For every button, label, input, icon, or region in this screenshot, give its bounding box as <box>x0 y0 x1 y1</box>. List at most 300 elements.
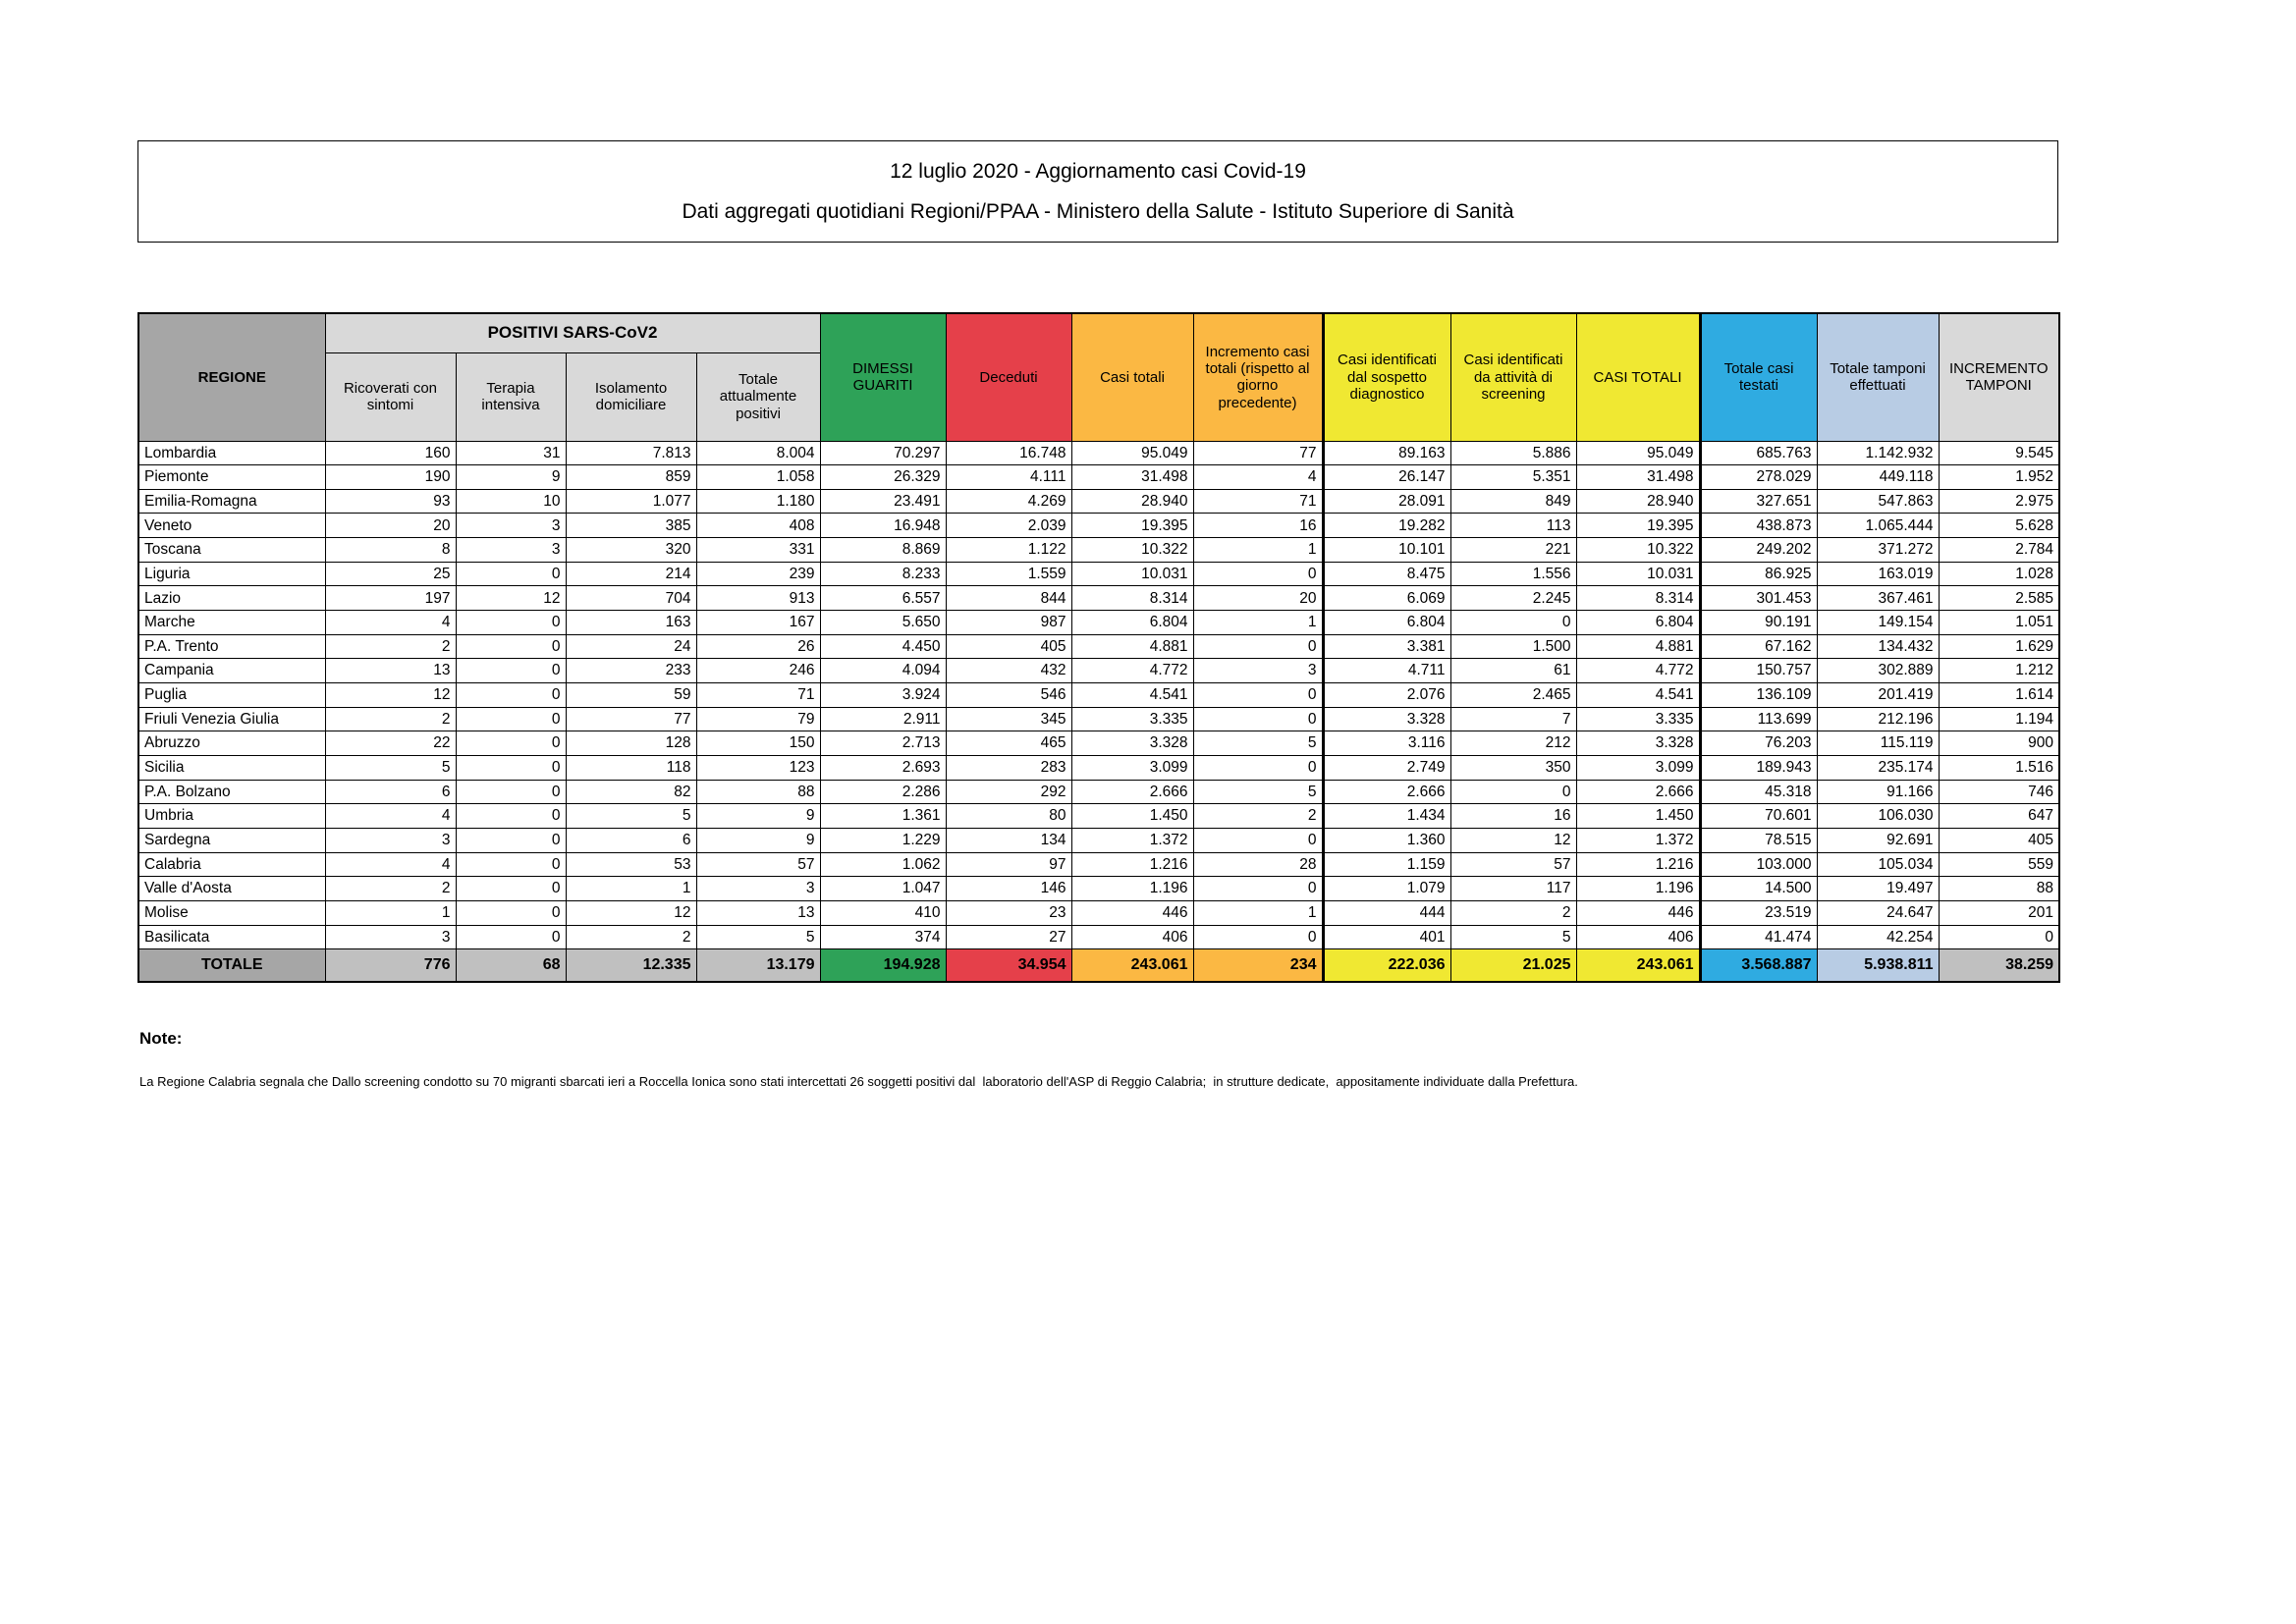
region-name: Emilia-Romagna <box>138 489 325 514</box>
covid-table-container <box>137 312 2060 983</box>
value-cell: 1.047 <box>820 877 946 901</box>
column-header-casi-screening: Casi identificati da attività di screening <box>1450 313 1576 441</box>
value-cell: 1.142.932 <box>1817 441 1939 465</box>
value-cell: 163.019 <box>1817 562 1939 586</box>
value-cell: 1 <box>1193 900 1323 925</box>
value-cell: 22 <box>325 731 456 756</box>
value-cell: 5 <box>696 925 820 949</box>
value-cell: 1.062 <box>820 852 946 877</box>
value-cell: 1.216 <box>1576 852 1700 877</box>
value-cell: 449.118 <box>1817 465 1939 490</box>
value-cell: 1.629 <box>1939 634 2059 659</box>
value-cell: 1.077 <box>566 489 696 514</box>
value-cell: 0 <box>1193 925 1323 949</box>
value-cell: 746 <box>1939 780 2059 804</box>
value-cell: 2.666 <box>1576 780 1700 804</box>
value-cell: 86.925 <box>1700 562 1817 586</box>
value-cell: 374 <box>820 925 946 949</box>
notes-section <box>139 1029 2153 1089</box>
value-cell: 1.556 <box>1450 562 1576 586</box>
value-cell: 212 <box>1450 731 1576 756</box>
value-cell: 24 <box>566 634 696 659</box>
value-cell: 0 <box>456 731 566 756</box>
value-cell: 115.119 <box>1817 731 1939 756</box>
covid-table <box>137 312 2060 983</box>
value-cell: 5.938.811 <box>1817 949 1939 982</box>
value-cell: 77 <box>566 707 696 731</box>
value-cell: 1.434 <box>1323 804 1450 829</box>
region-name: Lazio <box>138 586 325 611</box>
column-header-casi-sospetto: Casi identificati dal sospetto diagnostico <box>1323 313 1450 441</box>
value-cell: 16.748 <box>946 441 1071 465</box>
value-cell: 19.395 <box>1071 514 1193 538</box>
value-cell: 385 <box>566 514 696 538</box>
column-header-tamponi: Totale tamponi effettuati <box>1817 313 1939 441</box>
column-header-regione: REGIONE <box>138 313 325 441</box>
value-cell: 2.911 <box>820 707 946 731</box>
value-cell: 16 <box>1193 514 1323 538</box>
table-row <box>138 465 2059 490</box>
value-cell: 79 <box>696 707 820 731</box>
value-cell: 3.328 <box>1323 707 1450 731</box>
value-cell: 4 <box>325 804 456 829</box>
value-cell: 12 <box>566 900 696 925</box>
region-name: Molise <box>138 900 325 925</box>
region-name: Piemonte <box>138 465 325 490</box>
value-cell: 2.666 <box>1071 780 1193 804</box>
value-cell: 1.028 <box>1939 562 2059 586</box>
value-cell: 2 <box>1450 900 1576 925</box>
table-body <box>138 441 2059 982</box>
value-cell: 292 <box>946 780 1071 804</box>
value-cell: 1.122 <box>946 538 1071 563</box>
value-cell: 10.322 <box>1576 538 1700 563</box>
table-row <box>138 538 2059 563</box>
value-cell: 1.372 <box>1071 829 1193 853</box>
value-cell: 1.159 <box>1323 852 1450 877</box>
value-cell: 201.419 <box>1817 683 1939 708</box>
value-cell: 5 <box>1193 731 1323 756</box>
value-cell: 136.109 <box>1700 683 1817 708</box>
value-cell: 327.651 <box>1700 489 1817 514</box>
value-cell: 24.647 <box>1817 900 1939 925</box>
value-cell: 19.282 <box>1323 514 1450 538</box>
value-cell: 446 <box>1071 900 1193 925</box>
value-cell: 408 <box>696 514 820 538</box>
value-cell: 201 <box>1939 900 2059 925</box>
value-cell: 331 <box>696 538 820 563</box>
value-cell: 42.254 <box>1817 925 1939 949</box>
value-cell: 105.034 <box>1817 852 1939 877</box>
report-header-box <box>137 140 2058 243</box>
value-cell: 2.585 <box>1939 586 2059 611</box>
table-total-row <box>138 949 2059 982</box>
value-cell: 5.650 <box>820 611 946 635</box>
value-cell: 189.943 <box>1700 756 1817 781</box>
value-cell: 0 <box>456 877 566 901</box>
value-cell: 301.453 <box>1700 586 1817 611</box>
value-cell: 7 <box>1450 707 1576 731</box>
value-cell: 26.147 <box>1323 465 1450 490</box>
value-cell: 401 <box>1323 925 1450 949</box>
value-cell: 1.196 <box>1576 877 1700 901</box>
value-cell: 20 <box>1193 586 1323 611</box>
value-cell: 95.049 <box>1576 441 1700 465</box>
value-cell: 25 <box>325 562 456 586</box>
table-row <box>138 586 2059 611</box>
value-cell: 849 <box>1450 489 1576 514</box>
value-cell: 90.191 <box>1700 611 1817 635</box>
value-cell: 0 <box>456 925 566 949</box>
value-cell: 1.180 <box>696 489 820 514</box>
value-cell: 31.498 <box>1576 465 1700 490</box>
region-name: Marche <box>138 611 325 635</box>
value-cell: 371.272 <box>1817 538 1939 563</box>
value-cell: 1.212 <box>1939 659 2059 683</box>
value-cell: 243.061 <box>1071 949 1193 982</box>
notes-heading: Note: <box>139 1029 183 1048</box>
value-cell: 0 <box>456 707 566 731</box>
value-cell: 4.450 <box>820 634 946 659</box>
value-cell: 9 <box>456 465 566 490</box>
value-cell: 6.804 <box>1323 611 1450 635</box>
region-name: Toscana <box>138 538 325 563</box>
value-cell: 283 <box>946 756 1071 781</box>
value-cell: 405 <box>1939 829 2059 853</box>
value-cell: 8.233 <box>820 562 946 586</box>
value-cell: 1.372 <box>1576 829 1700 853</box>
value-cell: 406 <box>1576 925 1700 949</box>
value-cell: 7.813 <box>566 441 696 465</box>
value-cell: 2.713 <box>820 731 946 756</box>
value-cell: 4.094 <box>820 659 946 683</box>
table-row <box>138 925 2059 949</box>
value-cell: 4.772 <box>1576 659 1700 683</box>
value-cell: 647 <box>1939 804 2059 829</box>
value-cell: 4.881 <box>1576 634 1700 659</box>
value-cell: 1.450 <box>1071 804 1193 829</box>
value-cell: 444 <box>1323 900 1450 925</box>
value-cell: 6.804 <box>1071 611 1193 635</box>
value-cell: 1.516 <box>1939 756 2059 781</box>
value-cell: 546 <box>946 683 1071 708</box>
value-cell: 367.461 <box>1817 586 1939 611</box>
value-cell: 28 <box>1193 852 1323 877</box>
value-cell: 134.432 <box>1817 634 1939 659</box>
region-name: P.A. Bolzano <box>138 780 325 804</box>
value-cell: 432 <box>946 659 1071 683</box>
value-cell: 1.065.444 <box>1817 514 1939 538</box>
value-cell: 4.711 <box>1323 659 1450 683</box>
value-cell: 1.194 <box>1939 707 2059 731</box>
value-cell: 8.314 <box>1071 586 1193 611</box>
table-row <box>138 562 2059 586</box>
value-cell: 0 <box>456 562 566 586</box>
value-cell: 465 <box>946 731 1071 756</box>
value-cell: 19.497 <box>1817 877 1939 901</box>
value-cell: 0 <box>1193 707 1323 731</box>
value-cell: 68 <box>456 949 566 982</box>
value-cell: 0 <box>456 900 566 925</box>
column-header-casi-totali: Casi totali <box>1071 313 1193 441</box>
value-cell: 446 <box>1576 900 1700 925</box>
value-cell: 243.061 <box>1576 949 1700 982</box>
region-name: Abruzzo <box>138 731 325 756</box>
value-cell: 3 <box>696 877 820 901</box>
value-cell: 235.174 <box>1817 756 1939 781</box>
value-cell: 900 <box>1939 731 2059 756</box>
value-cell: 3.335 <box>1071 707 1193 731</box>
value-cell: 19.395 <box>1576 514 1700 538</box>
value-cell: 4 <box>325 611 456 635</box>
value-cell: 67.162 <box>1700 634 1817 659</box>
table-row <box>138 780 2059 804</box>
value-cell: 61 <box>1450 659 1576 683</box>
value-cell: 5 <box>1193 780 1323 804</box>
value-cell: 913 <box>696 586 820 611</box>
value-cell: 5.351 <box>1450 465 1576 490</box>
value-cell: 212.196 <box>1817 707 1939 731</box>
region-name: Friuli Venezia Giulia <box>138 707 325 731</box>
region-name: Liguria <box>138 562 325 586</box>
value-cell: 6.069 <box>1323 586 1450 611</box>
value-cell: 222.036 <box>1323 949 1450 982</box>
value-cell: 438.873 <box>1700 514 1817 538</box>
value-cell: 10.322 <box>1071 538 1193 563</box>
region-name: P.A. Trento <box>138 634 325 659</box>
value-cell: 1.952 <box>1939 465 2059 490</box>
value-cell: 278.029 <box>1700 465 1817 490</box>
value-cell: 3.099 <box>1071 756 1193 781</box>
value-cell: 4.541 <box>1576 683 1700 708</box>
value-cell: 2.784 <box>1939 538 2059 563</box>
value-cell: 3 <box>325 925 456 949</box>
value-cell: 26.329 <box>820 465 946 490</box>
value-cell: 76.203 <box>1700 731 1817 756</box>
value-cell: 31 <box>456 441 566 465</box>
value-cell: 160 <box>325 441 456 465</box>
value-cell: 547.863 <box>1817 489 1939 514</box>
value-cell: 134 <box>946 829 1071 853</box>
column-header-incremento-tamponi: INCREMENTO TAMPONI <box>1939 313 2059 441</box>
value-cell: 3.924 <box>820 683 946 708</box>
value-cell: 3.568.887 <box>1700 949 1817 982</box>
value-cell: 2 <box>325 877 456 901</box>
value-cell: 57 <box>696 852 820 877</box>
value-cell: 405 <box>946 634 1071 659</box>
value-cell: 88 <box>1939 877 2059 901</box>
table-row <box>138 900 2059 925</box>
value-cell: 0 <box>456 634 566 659</box>
value-cell: 302.889 <box>1817 659 1939 683</box>
value-cell: 2.975 <box>1939 489 2059 514</box>
table-row <box>138 804 2059 829</box>
table-row <box>138 829 2059 853</box>
value-cell: 0 <box>456 683 566 708</box>
value-cell: 4.541 <box>1071 683 1193 708</box>
value-cell: 88 <box>696 780 820 804</box>
value-cell: 13 <box>696 900 820 925</box>
table-row <box>138 611 2059 635</box>
value-cell: 350 <box>1450 756 1576 781</box>
table-row <box>138 489 2059 514</box>
value-cell: 2.286 <box>820 780 946 804</box>
value-cell: 123 <box>696 756 820 781</box>
value-cell: 4.269 <box>946 489 1071 514</box>
value-cell: 3.328 <box>1576 731 1700 756</box>
value-cell: 71 <box>696 683 820 708</box>
value-cell: 6 <box>566 829 696 853</box>
value-cell: 9.545 <box>1939 441 2059 465</box>
value-cell: 21.025 <box>1450 949 1576 982</box>
value-cell: 1 <box>1193 538 1323 563</box>
value-cell: 23.491 <box>820 489 946 514</box>
value-cell: 776 <box>325 949 456 982</box>
value-cell: 0 <box>1450 780 1576 804</box>
value-cell: 92.691 <box>1817 829 1939 853</box>
value-cell: 987 <box>946 611 1071 635</box>
table-row <box>138 756 2059 781</box>
value-cell: 10 <box>456 489 566 514</box>
value-cell: 2.693 <box>820 756 946 781</box>
value-cell: 2 <box>566 925 696 949</box>
column-header-isolamento: Isolamento domiciliare <box>566 352 696 441</box>
value-cell: 71 <box>1193 489 1323 514</box>
table-row <box>138 514 2059 538</box>
value-cell: 106.030 <box>1817 804 1939 829</box>
value-cell: 27 <box>946 925 1071 949</box>
value-cell: 233 <box>566 659 696 683</box>
value-cell: 12 <box>1450 829 1576 853</box>
value-cell: 0 <box>1193 634 1323 659</box>
value-cell: 685.763 <box>1700 441 1817 465</box>
value-cell: 844 <box>946 586 1071 611</box>
value-cell: 10.031 <box>1071 562 1193 586</box>
column-header-casi-totali-2: CASI TOTALI <box>1576 313 1700 441</box>
table-row <box>138 731 2059 756</box>
total-label: TOTALE <box>138 949 325 982</box>
value-cell: 8.004 <box>696 441 820 465</box>
region-name: Sardegna <box>138 829 325 853</box>
value-cell: 1.216 <box>1071 852 1193 877</box>
value-cell: 320 <box>566 538 696 563</box>
value-cell: 118 <box>566 756 696 781</box>
value-cell: 128 <box>566 731 696 756</box>
value-cell: 4 <box>1193 465 1323 490</box>
value-cell: 97 <box>946 852 1071 877</box>
value-cell: 3 <box>456 514 566 538</box>
value-cell: 117 <box>1450 877 1576 901</box>
value-cell: 239 <box>696 562 820 586</box>
value-cell: 0 <box>1939 925 2059 949</box>
column-header-terapia: Terapia intensiva <box>456 352 566 441</box>
value-cell: 1.500 <box>1450 634 1576 659</box>
value-cell: 0 <box>456 829 566 853</box>
value-cell: 9 <box>696 804 820 829</box>
value-cell: 1.196 <box>1071 877 1193 901</box>
value-cell: 8 <box>325 538 456 563</box>
column-header-totale-positivi: Totale attualmente positivi <box>696 352 820 441</box>
value-cell: 3.328 <box>1071 731 1193 756</box>
value-cell: 345 <box>946 707 1071 731</box>
value-cell: 12 <box>456 586 566 611</box>
value-cell: 31.498 <box>1071 465 1193 490</box>
value-cell: 0 <box>1193 683 1323 708</box>
value-cell: 28.940 <box>1071 489 1193 514</box>
table-row <box>138 441 2059 465</box>
value-cell: 70.601 <box>1700 804 1817 829</box>
value-cell: 5 <box>325 756 456 781</box>
table-row <box>138 683 2059 708</box>
region-name: Sicilia <box>138 756 325 781</box>
value-cell: 12.335 <box>566 949 696 982</box>
value-cell: 5.628 <box>1939 514 2059 538</box>
value-cell: 410 <box>820 900 946 925</box>
table-row <box>138 634 2059 659</box>
value-cell: 2.465 <box>1450 683 1576 708</box>
value-cell: 10.031 <box>1576 562 1700 586</box>
region-name: Puglia <box>138 683 325 708</box>
value-cell: 0 <box>456 756 566 781</box>
value-cell: 78.515 <box>1700 829 1817 853</box>
region-name: Veneto <box>138 514 325 538</box>
value-cell: 82 <box>566 780 696 804</box>
value-cell: 5 <box>1450 925 1576 949</box>
value-cell: 95.049 <box>1071 441 1193 465</box>
region-name: Valle d'Aosta <box>138 877 325 901</box>
value-cell: 1.229 <box>820 829 946 853</box>
value-cell: 221 <box>1450 538 1576 563</box>
value-cell: 5 <box>566 804 696 829</box>
value-cell: 1.051 <box>1939 611 2059 635</box>
value-cell: 1 <box>566 877 696 901</box>
region-name: Basilicata <box>138 925 325 949</box>
value-cell: 2.245 <box>1450 586 1576 611</box>
value-cell: 197 <box>325 586 456 611</box>
value-cell: 5.886 <box>1450 441 1576 465</box>
region-name: Calabria <box>138 852 325 877</box>
value-cell: 2 <box>325 634 456 659</box>
group-header-positivi: POSITIVI SARS-CoV2 <box>325 313 820 352</box>
table-row <box>138 877 2059 901</box>
value-cell: 8.869 <box>820 538 946 563</box>
value-cell: 1.559 <box>946 562 1071 586</box>
value-cell: 406 <box>1071 925 1193 949</box>
value-cell: 103.000 <box>1700 852 1817 877</box>
value-cell: 190 <box>325 465 456 490</box>
value-cell: 6.804 <box>1576 611 1700 635</box>
value-cell: 3.335 <box>1576 707 1700 731</box>
value-cell: 8.475 <box>1323 562 1450 586</box>
column-header-casi-testati: Totale casi testati <box>1700 313 1817 441</box>
value-cell: 113 <box>1450 514 1576 538</box>
value-cell: 2.749 <box>1323 756 1450 781</box>
report-title: 12 luglio 2020 - Aggiornamento casi Covid-19 <box>890 159 1306 183</box>
value-cell: 0 <box>1193 756 1323 781</box>
value-cell: 1.450 <box>1576 804 1700 829</box>
value-cell: 2.039 <box>946 514 1071 538</box>
value-cell: 0 <box>456 659 566 683</box>
value-cell: 23.519 <box>1700 900 1817 925</box>
value-cell: 16 <box>1450 804 1576 829</box>
value-cell: 214 <box>566 562 696 586</box>
table-row <box>138 707 2059 731</box>
column-header-dimessi-guariti: DIMESSI GUARITI <box>820 313 946 441</box>
value-cell: 234 <box>1193 949 1323 982</box>
value-cell: 45.318 <box>1700 780 1817 804</box>
value-cell: 12 <box>325 683 456 708</box>
value-cell: 0 <box>456 780 566 804</box>
